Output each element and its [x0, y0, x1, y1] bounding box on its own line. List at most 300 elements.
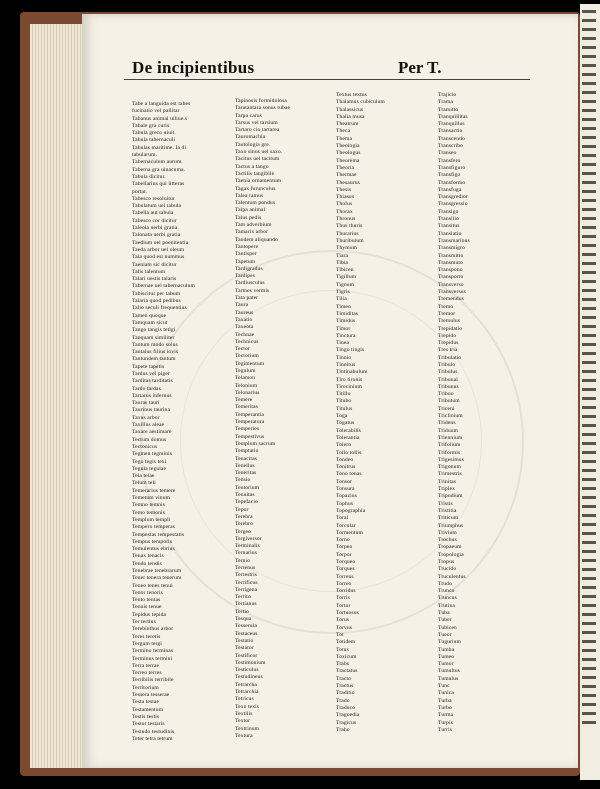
column-3-line: Thurarius [336, 230, 359, 237]
column-1-line: Tepidus tepida [132, 611, 167, 618]
column-3-line: Tonitrus [336, 464, 356, 471]
column-3-line: Tinea [336, 340, 350, 347]
column-4-line: Tropaeum [438, 544, 462, 551]
column-3-line: Thorax [336, 208, 353, 215]
column-2-line: Tenellus [235, 462, 255, 469]
column-3-line: Tibia [336, 259, 349, 266]
column-4-line: Tumeo [438, 653, 455, 660]
column-2-line: Tentorium [235, 484, 260, 491]
column-1-line: Tempus temporis [132, 538, 173, 545]
column-1-line: Terebinthus arbor [132, 626, 174, 633]
column-3-line: Tintinabulum [336, 369, 368, 376]
column-3-line: Thronus [336, 216, 356, 223]
column-3-line: Tortuosus [336, 610, 359, 617]
column-3-line: Titillo [336, 391, 351, 398]
column-3-line: Totus [336, 646, 349, 653]
column-3-line: Tondeo [336, 456, 354, 463]
column-1-line: Tento tentas [132, 597, 161, 604]
column-2-line: Tergeo [235, 528, 251, 535]
column-4-line: Tribunus [438, 383, 459, 390]
column-3-line: Tonsura [336, 486, 355, 493]
column-2-line: Temperies [235, 426, 260, 433]
column-3-line: Tirocinium [336, 383, 362, 390]
column-4-line: Tribuo [438, 391, 454, 398]
column-2-line: Terrestris [235, 572, 258, 579]
column-2-line: Taureus [235, 309, 254, 316]
column-4-line: Tremendus [438, 296, 464, 303]
column-3-line: Torcular [336, 522, 356, 529]
column-2-line: Tactilis tangibile [235, 170, 275, 177]
column-2-line: Tenacitas [235, 455, 257, 462]
column-4-line: Translatio [438, 230, 462, 237]
column-3-line: Torridus [336, 588, 356, 595]
column-2-line: Temperatura [235, 419, 265, 426]
column-1-line: Tapete tapetis [132, 363, 165, 370]
column-3-line: Traditio [336, 690, 355, 697]
column-2-line: Templum sacrum [235, 440, 276, 447]
column-4-line: Turris [438, 726, 453, 733]
column-4-line: Trivium [438, 529, 457, 536]
column-3-line: Torreo [336, 580, 352, 587]
column-4-line: Triennium [438, 434, 463, 441]
column-2-line: Talus pedis [235, 214, 262, 221]
column-1-line: Ter tertius [132, 619, 156, 626]
column-4-line: Tristis [438, 500, 453, 507]
column-1-line: Terribilis terribile [132, 677, 174, 684]
column-4-line: Tristitia [438, 507, 457, 514]
column-3-line: Tollo tollis [336, 449, 362, 456]
column-4-line: Tumor [438, 661, 454, 668]
column-2-line: Telamon [235, 375, 256, 382]
column-3-line: Theatrum [336, 121, 359, 128]
column-2-line: Testificor [235, 652, 258, 659]
column-4-line: Transverso [438, 281, 464, 288]
column-4-line: Triduum [438, 427, 459, 434]
column-2-line: Tantisper [235, 251, 257, 258]
column-1-line: Tenebrae tenebrarum [132, 568, 182, 574]
column-3-line: Totidem [336, 639, 356, 646]
column-2-line: Temere [235, 397, 253, 404]
column-3-line: Tonsor [336, 478, 353, 485]
column-3-line: Tinctura [336, 332, 356, 339]
column-1-line: Taeda arbor uel oleum [132, 246, 185, 253]
column-2-line: Textilis [235, 710, 253, 717]
column-1-line: Tabesco cor dicitur [132, 217, 177, 224]
column-3-line: Thalia musa [336, 113, 365, 120]
column-4-line: Tubicen [438, 624, 457, 631]
column-1-line: Tectum domus [132, 436, 167, 443]
column-4-line: Turma [438, 712, 454, 719]
column-4-line: Tropologia [438, 551, 464, 558]
column-1-line: Taxillus aleae [132, 422, 165, 429]
column-2-line: Tegimentum [235, 360, 265, 367]
column-3-line: Timidus [336, 318, 356, 325]
column-4-line: Tuba [438, 610, 450, 617]
column-4-line: Tunc [438, 683, 450, 690]
column-2-line: Tartaro cio tartarea [235, 127, 280, 134]
column-1-line: Taxare aestimare [132, 429, 172, 436]
column-3-line: Tracto [336, 675, 351, 682]
column-1-line: Tendo tendis [132, 560, 162, 567]
running-head-left: De incipientibus [132, 58, 255, 77]
column-4-line: Trudo [438, 580, 452, 587]
column-1-line: Tantalus filius iovis [132, 349, 179, 356]
column-3-line: Toxicum [336, 653, 357, 660]
column-1-line: Temerarius temere [132, 487, 176, 494]
column-3-line: Theologus [336, 150, 361, 157]
column-3-line: Titulus [336, 405, 353, 412]
column-3-line: Torus [336, 617, 350, 624]
column-4-line: Tramitto [438, 106, 459, 113]
column-4-line: Trucido [438, 566, 457, 573]
column-3-line: Tigillum [336, 274, 357, 281]
column-4-line: Trigesimus [438, 456, 464, 463]
column-2-line: Testiculus [235, 667, 259, 674]
column-2-line: Taxo sinus uel saxo. [235, 149, 283, 156]
column-4-line: Tremo [438, 303, 454, 310]
column-4-line: Transmarinus [438, 237, 470, 244]
column-1-line: Tango tangis tetigi [132, 327, 176, 334]
text-column-1 [132, 101, 230, 769]
column-1-line: Territorium [132, 684, 159, 691]
column-4-line: Trepidatio [438, 325, 463, 332]
column-3-line: Thuribulum [336, 237, 364, 244]
column-4-line: Tres tria [438, 347, 458, 354]
column-3-line: Tinnitus [336, 361, 356, 368]
column-1-line: Tarditas tarditatis [132, 378, 173, 385]
column-3-line: Textus textus [336, 92, 367, 98]
column-3-line: Timeo [336, 303, 351, 310]
column-2-line: Tarsus vel tarsium [235, 119, 278, 126]
column-3-line: Thus thuris [336, 223, 363, 230]
column-1-line: Tamen quoque [132, 312, 167, 319]
column-3-line: Tot [336, 631, 344, 638]
column-4-line: Trutina [438, 602, 455, 609]
column-1-line: Tala quod est nummus [132, 254, 185, 261]
column-2-line: Textura [235, 732, 253, 739]
column-4-line: Trepido [438, 332, 457, 339]
column-1-line: Tardo tardas [132, 385, 161, 392]
column-4-line: Transformo [438, 179, 466, 186]
column-2-line: Tenuitas [235, 492, 255, 499]
column-2-line: Tautologia gre. [235, 141, 271, 148]
column-2-line: Tardiusculus [235, 280, 265, 287]
column-2-line: Telonium [235, 382, 258, 389]
column-3-line: Tiara [336, 252, 349, 259]
column-1-line: Tegula tegulae [132, 465, 167, 472]
column-2-line: Terrificus [235, 579, 258, 586]
column-3-line: Tiro tironis [336, 376, 363, 383]
column-2-line: Tarpa carus [235, 112, 262, 119]
column-4-line: Tribulus [438, 369, 458, 376]
column-3-line: Theorema [336, 157, 360, 164]
column-1-line: Temno temnis [132, 502, 165, 509]
column-4-line: Tuber [438, 617, 452, 624]
column-3-line: Tibicen [336, 267, 354, 274]
column-3-line: Tormentum [336, 529, 363, 536]
column-2-line: Tetrarchia [235, 689, 259, 696]
column-2-line: Testatio [235, 637, 254, 644]
column-4-line: Transitus [438, 223, 460, 230]
column-4-line: Transmuto [438, 259, 463, 266]
column-1-line: Tabula dicitur. [132, 173, 166, 180]
column-4-line: Tribulo [438, 361, 456, 368]
column-1-line: Tantum modo solus [132, 341, 178, 348]
column-4-line: Truculentus [438, 573, 466, 580]
column-4-line: Triformis [438, 449, 461, 456]
column-4-line: Trajicio [438, 92, 457, 98]
column-3-line: Timor [336, 325, 351, 332]
column-4-line: Tripudium [438, 493, 463, 500]
column-3-line: Thermae [336, 172, 357, 179]
column-1-line: Taleola uerbi gratia [132, 225, 178, 232]
column-3-line: Torpeo [336, 544, 353, 551]
column-4-line: Tributum [438, 398, 460, 405]
column-4-line: Transpono [438, 267, 463, 274]
column-2-line: Tepefacio [235, 499, 258, 506]
column-4-line: Tribulatio [438, 354, 462, 361]
column-4-line: Tribunal [438, 376, 458, 383]
column-1-line: Tabula tabernaculi [132, 137, 176, 144]
column-2-line: Tesqua [235, 616, 252, 623]
column-1-line: portat. [132, 188, 148, 195]
column-2-line: Tactus a tango [235, 163, 269, 170]
column-4-line: Transmigro [438, 245, 465, 252]
column-1-line: Tenax tenacis [132, 553, 164, 560]
column-4-line: Transeo [438, 150, 457, 157]
column-1-line: Templum templi [132, 516, 171, 523]
column-2-line: Testimonium [235, 659, 266, 666]
column-1-line: Tantundem tantum [132, 356, 176, 363]
column-2-line: Taenia ornamentum [235, 178, 282, 185]
column-3-line: Topazius [336, 493, 357, 500]
column-3-line: Theca [336, 128, 351, 135]
column-1-line: Tamquam sicut [132, 319, 168, 326]
column-1-line: tabularum. [132, 152, 158, 159]
column-4-line: Transgressio [438, 201, 468, 208]
column-4-line: Tunica [438, 690, 454, 697]
column-3-line: Trado [336, 697, 350, 704]
column-4-line: Transfero [438, 157, 461, 164]
column-4-line: Tumulus [438, 675, 459, 682]
column-1-line: Talari uestis talaris [132, 276, 177, 283]
column-2-line: Terminalis [235, 543, 260, 550]
column-1-line: Teres teretis [132, 633, 161, 640]
column-3-line: Topographia [336, 507, 366, 514]
column-3-line: Tono tonas [336, 471, 362, 478]
column-3-line: Tignum [336, 281, 355, 288]
column-4-line: Triticum [438, 515, 459, 522]
column-4-line: Turbo [438, 704, 452, 711]
column-1-line: Taeniam sic dicitur [132, 261, 177, 268]
column-2-line: Tacitus uel tacitum [235, 156, 280, 163]
column-4-line: Trifolium [438, 442, 461, 449]
column-4-line: Trunco [438, 588, 455, 595]
text-column-4 [438, 92, 534, 760]
column-1-line: Tabella aut tabula [132, 210, 174, 217]
column-2-line: Taxatio [235, 316, 253, 323]
column-3-line: Tingo tingis [336, 347, 365, 354]
column-3-line: Thalassicus [336, 106, 364, 113]
column-3-line: Torno [336, 537, 350, 544]
column-4-line: Tugurium [438, 639, 461, 646]
column-3-line: Traduco [336, 704, 356, 711]
column-3-line: Traho [336, 726, 350, 733]
column-2-line: Tepor [235, 506, 249, 513]
column-4-line: Triplex [438, 486, 455, 493]
column-3-line: Togatus [336, 420, 355, 427]
column-4-line: Tridens [438, 420, 456, 427]
column-1-line: Tenor tenoris [132, 589, 163, 596]
column-2-line: Technae [235, 331, 255, 338]
column-3-line: Tolerantia [336, 434, 360, 441]
column-2-line: Tertio [235, 608, 249, 615]
column-2-line: Tetrarcha [235, 681, 257, 688]
facing-page-sliver [580, 4, 600, 780]
column-2-line: Testudineus [235, 674, 263, 681]
column-2-line: Taura [235, 302, 249, 309]
column-1-line: Taxus arbor [132, 414, 160, 421]
column-2-line: Tarmes vermis [235, 287, 270, 294]
column-2-line: Textrinum [235, 725, 260, 732]
column-3-line: Tilia [336, 296, 347, 303]
column-1-line: Tectonicus [132, 443, 158, 450]
column-3-line: Torpor [336, 551, 352, 558]
column-2-line: Tempestivus [235, 433, 265, 440]
column-1-line: Tabiscitur per tabum [132, 290, 181, 297]
column-2-line: Tandem aliquando [235, 236, 278, 243]
column-3-line: Tophus [336, 500, 353, 507]
column-3-line: Torqueo [336, 559, 356, 565]
column-3-line: Tigris [336, 289, 350, 296]
column-4-line: Transgredior [438, 194, 468, 201]
column-1-line: Tauras tauri [132, 400, 160, 407]
column-2-line: Tetricus [235, 696, 254, 703]
column-1-line: Temo temonis [132, 509, 165, 516]
column-2-line: Temperantia [235, 411, 264, 418]
column-1-line: Termino terminas [132, 648, 174, 655]
column-2-line: Tamarix arbor [235, 229, 269, 236]
column-3-line: Thesaurus [336, 179, 360, 186]
column-2-line: Talea ramus [235, 192, 264, 199]
column-4-line: Trigonum [438, 464, 461, 471]
column-1-line: Terminus termini [132, 655, 173, 662]
column-1-line: Testudo testudinis [132, 728, 175, 735]
column-1-line: Talio seculi frequentius [132, 305, 187, 312]
column-4-line: Tumba [438, 646, 455, 653]
column-2-line: Teneritas [235, 470, 257, 477]
column-3-line: Torvus [336, 624, 353, 631]
column-1-line: Teter tetra tetrum [132, 735, 173, 742]
column-2-line: Telonarius [235, 389, 260, 396]
column-4-line: Transfuga [438, 186, 462, 193]
column-3-line: Tractus [336, 683, 354, 690]
column-4-line: Transfiguro [438, 164, 466, 171]
column-2-line: Testaceus [235, 630, 258, 637]
column-2-line: Tesserula [235, 623, 257, 630]
column-4-line: Transcendo [438, 135, 465, 142]
column-4-line: Tremor [438, 310, 456, 317]
column-1-line: Tempestas tempestatis [132, 531, 185, 538]
column-3-line: Titubo [336, 398, 352, 405]
column-4-line: Truncus [438, 595, 457, 602]
column-4-line: Trinitas [438, 478, 457, 485]
column-1-line: Talonata uerbi gratia [132, 232, 181, 239]
column-1-line: Tela telae [132, 473, 155, 480]
column-3-line: Tinnio [336, 354, 352, 361]
column-1-line: Tartarus infernus [132, 392, 172, 399]
column-2-line: Tagax furunculus [235, 185, 276, 192]
column-4-line: Transmitto [438, 252, 464, 259]
column-2-line: Texo texis [235, 703, 260, 710]
column-2-line: Tam adverbium [235, 222, 272, 229]
column-1-line: Tabulas maritime. Ia di [132, 144, 187, 151]
column-2-line: Ternio [235, 557, 251, 564]
column-1-line: Taberna gra uinacuma. [132, 166, 186, 173]
column-2-line: Tector [235, 346, 250, 353]
column-2-line: Taxeota [235, 324, 254, 331]
column-3-line: Tolerabilis [336, 427, 361, 434]
column-3-line: Torrens [336, 573, 354, 580]
column-1-line: Tessera tesserae [132, 692, 170, 699]
column-1-line: Tabanus animal uiliue.s [132, 115, 188, 122]
column-1-line: Telum teli [132, 480, 156, 487]
column-2-line: Taratantara sonus tubae [235, 105, 291, 112]
column-3-line: Toral [336, 515, 349, 522]
column-3-line: Thesis [336, 186, 352, 193]
column-1-line: Temetum vinum [132, 495, 171, 502]
column-2-line: Territo [235, 594, 251, 601]
column-1-line: Tergum tergi [132, 640, 162, 647]
column-1-line: Terreo terres [132, 670, 162, 677]
column-4-line: Transilio [438, 216, 459, 223]
column-1-line: Testamentum [132, 706, 164, 713]
column-1-line: Tabula greco uiuit. [132, 130, 176, 137]
column-4-line: Tranquillitas [438, 113, 468, 120]
column-1-line: Tego tegis texi [132, 458, 167, 465]
column-4-line: Transporto [438, 274, 464, 281]
column-3-line: Tragicus [336, 719, 357, 726]
column-4-line: Transversus [438, 289, 466, 296]
column-3-line: Thymum [336, 245, 358, 252]
column-2-line: Tegulum [235, 367, 256, 374]
column-3-line: Tolero [336, 442, 352, 449]
column-1-line: Teneo tenes tenui [132, 582, 173, 589]
column-3-line: Tortor [336, 602, 351, 609]
column-4-line: Transigo [438, 208, 459, 215]
column-2-line: Temptatio [235, 448, 259, 455]
column-4-line: Tumultus [438, 668, 461, 675]
column-1-line: Talis talentum [132, 268, 166, 275]
running-head-right: Per T. [398, 58, 442, 77]
column-4-line: Transcribo [438, 143, 464, 150]
column-2-line: Talpa animal [235, 207, 266, 214]
column-4-line: Tranquillus [438, 121, 465, 128]
column-3-line: Thema [336, 135, 353, 142]
column-4-line: Transactio [438, 128, 463, 135]
column-1-line: Terra terrae [132, 662, 160, 669]
column-2-line: Tertianus [235, 601, 257, 608]
column-2-line: Terrenus [235, 565, 256, 571]
column-3-line: Thalamus cubiculum [336, 99, 385, 106]
column-2-line: Tergiversor [235, 535, 262, 542]
column-4-line: Tueor [438, 631, 452, 638]
column-3-line: Torques [336, 566, 355, 573]
text-column-3 [336, 92, 434, 760]
column-3-line: Tholus [336, 201, 353, 208]
column-2-line: Technicus [235, 338, 259, 345]
column-1-line: Tanquam similiter [132, 334, 175, 341]
